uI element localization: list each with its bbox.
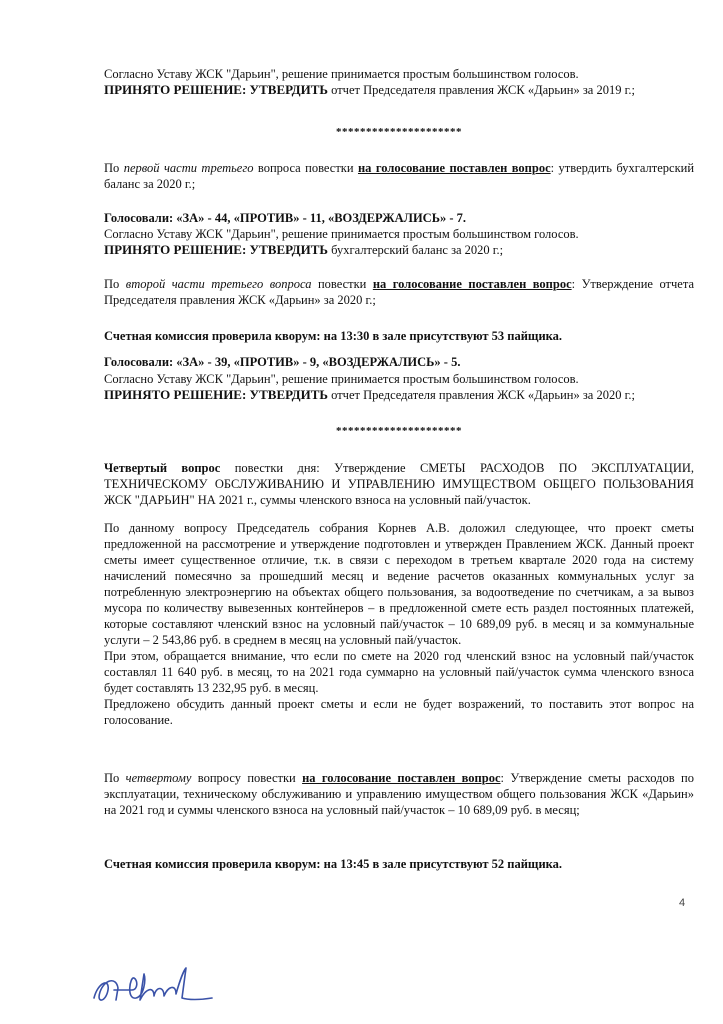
signature-stroke bbox=[94, 968, 212, 1000]
question-4-heading bbox=[104, 460, 694, 508]
italic-fragment: четвертому bbox=[125, 771, 192, 785]
decision-text: бухгалтерский баланс за 2020 г.; bbox=[327, 243, 504, 257]
vote-result-1: Голосовали: «ЗА» - 44, «ПРОТИВ» - 11, «ВОЗДЕРЖАЛИСЬ» - 7. bbox=[104, 211, 466, 225]
quorum-check-1: Счетная комиссия проверила кворум: на 13:30 в зале присутствуют 53 пайщика. bbox=[104, 329, 563, 343]
italic-fragment: второй части третьего вопроса bbox=[125, 277, 312, 291]
vote-question-label: на голосование поставлен вопрос bbox=[372, 277, 572, 291]
italic-fragment: первой части третьего bbox=[123, 161, 254, 175]
report-paragraph: При этом, обращается внимание, что если по смете на 2020 год членский взнос на условный пай/участок составлял 11 640 руб. в месяц, то на 2021 года суммарно на условный пай/участок сумма членского взноса будет составлять 13 232,95 руб. в месяц. bbox=[104, 649, 694, 695]
report-paragraph: Предложено обсудить данный проект сметы и если не будет возражений, то поставить этот вопрос на голосование. bbox=[104, 697, 694, 727]
question-3-part-2 bbox=[104, 276, 694, 308]
question-text: повестки дня: Утверждение СМЕТЫ РАСХОДОВ ПО ЭКСПЛУАТАЦИИ, ТЕХНИЧЕСКОМУ ОБСЛУЖИВАНИЮ И УПРАВЛЕНИЮ ИМУЩЕСТВОМ ОБЩЕГО ПОЛЬЗОВАНИЯ ЖСК "ДАРЬИН" НА 2021 г., суммы членского взноса на условный пай/участок. bbox=[104, 461, 694, 507]
decision-line bbox=[104, 82, 694, 98]
vote-question-label: на голосование поставлен вопрос bbox=[302, 771, 501, 785]
resolution-2020 bbox=[104, 371, 694, 403]
resolution-balance bbox=[104, 226, 694, 258]
majority-rule-text: Согласно Уставу ЖСК "Дарьин", решение принимается простым большинством голосов. bbox=[104, 372, 579, 386]
separator-stars: ********************* bbox=[336, 425, 462, 437]
majority-rule-text: Согласно Уставу ЖСК "Дарьин", решение принимается простым большинством голосов. bbox=[104, 227, 579, 241]
vote-result-2: Голосовали: «ЗА» - 39, «ПРОТИВ» - 9, «ВОЗДЕРЖАЛИСЬ» - 5. bbox=[104, 355, 461, 369]
page-number: 4 bbox=[679, 897, 686, 909]
handwritten-signature bbox=[88, 960, 228, 1010]
text-fragment: По bbox=[104, 161, 124, 175]
decision-label: ПРИНЯТО РЕШЕНИЕ: УТВЕРДИТЬ bbox=[104, 242, 328, 257]
separator-stars: ********************* bbox=[336, 126, 462, 138]
decision-label: ПРИНЯТО РЕШЕНИЕ: УТВЕРДИТЬ bbox=[104, 82, 328, 97]
text-fragment: : Утверждение сметы расходов по эксплуатации, техническому обслуживанию и управлению имуществом общего пользования ЖСК «Дарьин» на 2021 год и суммы членского взноса на условный пай/участок – 10 689,09 руб. в месяц; bbox=[104, 771, 694, 817]
text-fragment: По bbox=[104, 771, 126, 785]
decision-label: ПРИНЯТО РЕШЕНИЕ: УТВЕРДИТЬ bbox=[104, 387, 328, 402]
text-fragment: вопроса повестки bbox=[253, 161, 358, 175]
vote-question-label: на голосование поставлен вопрос bbox=[357, 161, 551, 175]
text-fragment: вопросу повестки bbox=[191, 771, 303, 785]
text-fragment: : утвердить бухгалтерский баланс за 2020 г.; bbox=[104, 161, 695, 191]
majority-rule-text: Согласно Уставу ЖСК "Дарьин", решение принимается простым большинством голосов. bbox=[104, 67, 579, 81]
decision-line bbox=[104, 387, 694, 403]
question-4-vote-question bbox=[104, 770, 694, 818]
text-fragment: По bbox=[104, 277, 126, 291]
quorum-check-2: Счетная комиссия проверила кворум: на 13:45 в зале присутствуют 52 пайщика. bbox=[104, 857, 563, 871]
decision-line bbox=[104, 242, 694, 258]
text-fragment: повестки bbox=[311, 277, 373, 291]
decision-text: отчет Председателя правления ЖСК «Дарьин» за 2020 г.; bbox=[327, 388, 635, 402]
question-3-part-1 bbox=[104, 160, 694, 192]
report-paragraph: По данному вопросу Председатель собрания Корнев А.В. доложил следующее, что проект сметы предложенной на рассмотрение и утверждение подготовлен и утвержден Правлением ЖСК. Данный проект сметы имеет существенное отличие, т.к. в связи с переходом в третьем квартале 2020 года на систему начислений помесячно за прошедший месяц и ведение расчетов оказанных коммунальных услуг за потребленную электроэнергию на объектах общего пользования, за водоотведение по счетчикам, а за вывоз мусора по количеству вывезенных контейнеров – в предложенной смете есть раздел постоянных платежей, которые составляют членский взнос на условный пай/участок – 10 689,09 руб. в месяц и за коммунальные услуги – 2 543,86 руб. в среднем в месяц на условный пай/участок. bbox=[104, 521, 694, 647]
decision-text: отчет Председателя правления ЖСК «Дарьин» за 2019 г.; bbox=[327, 83, 635, 97]
chairman-report bbox=[104, 520, 694, 728]
resolution-2019 bbox=[104, 66, 694, 98]
question-label: Четвертый вопрос bbox=[104, 461, 221, 475]
text-fragment: : Утверждение отчета Председателя правления ЖСК «Дарьин» за 2020 г.; bbox=[104, 277, 695, 307]
